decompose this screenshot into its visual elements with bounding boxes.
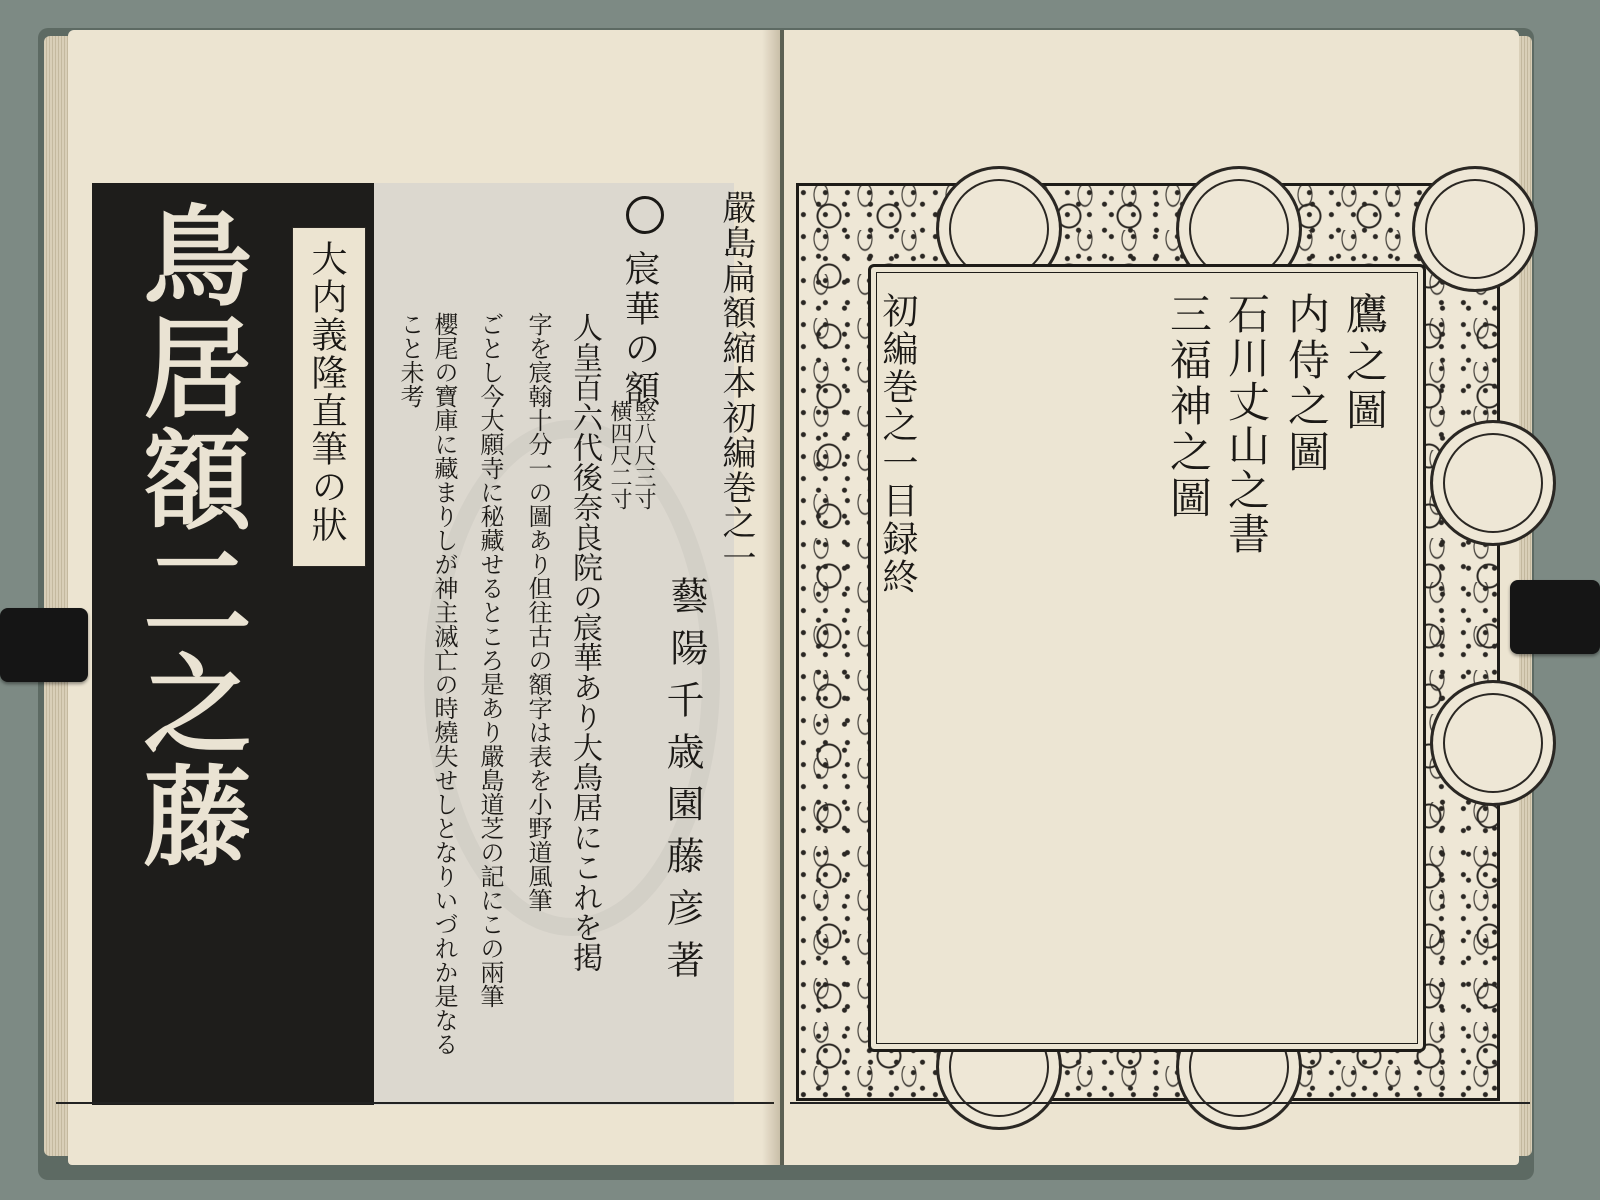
book-clip-left (0, 608, 88, 682)
author-line-2: 千歳園藤彦著 (660, 680, 704, 992)
caption-text: 大内義隆直筆の狀 (306, 240, 347, 544)
body-column-1: 人皇百六代後奈良院の宸華あり大鳥居にこれを掲 (567, 312, 602, 972)
body-column-2: 字を宸翰十分一の圖あり但往古の額字は表を小野道風筆 (524, 312, 552, 912)
dimension-2: 横四尺二寸 (607, 400, 632, 510)
header-column: 嚴島扁額縮本初編巻之一 (716, 190, 756, 575)
roundel-ornament-right-1 (1430, 420, 1556, 546)
section-mark-icon (626, 196, 664, 234)
dimension-1: 竪八尺三寸 (631, 400, 656, 510)
body-column-5: こと未考 (396, 312, 424, 408)
book-clip-right (1510, 580, 1600, 654)
bottom-rule-right (790, 1102, 1530, 1104)
toc-closing-line: 初編巻之一目録終 (877, 292, 918, 596)
entry-title: 宸華の額 (619, 250, 660, 410)
toc-item-2: 内侍之圖 (1282, 292, 1331, 476)
toc-item-3: 石川丈山之書 (1222, 292, 1271, 556)
body-column-3: ごとし今大願寺に秘藏せるところ是あり嚴島道芝の記にこの兩筆 (476, 312, 504, 1008)
toc-item-4: 三福神之圖 (1164, 292, 1213, 522)
toc-item-1: 鷹之圖 (1340, 292, 1389, 436)
roundel-ornament-top-3 (1412, 166, 1538, 292)
body-column-4: 櫻尾の寶庫に藏まりしが神主滅亡の時燒失せしとなりいづれか是なる (430, 312, 458, 1056)
calligraphy-text: 鳥居額二之藤 (125, 200, 251, 872)
bottom-rule-left (56, 1102, 774, 1104)
author-line-1: 藝陽 (664, 576, 708, 680)
roundel-ornament-right-2 (1430, 680, 1556, 806)
